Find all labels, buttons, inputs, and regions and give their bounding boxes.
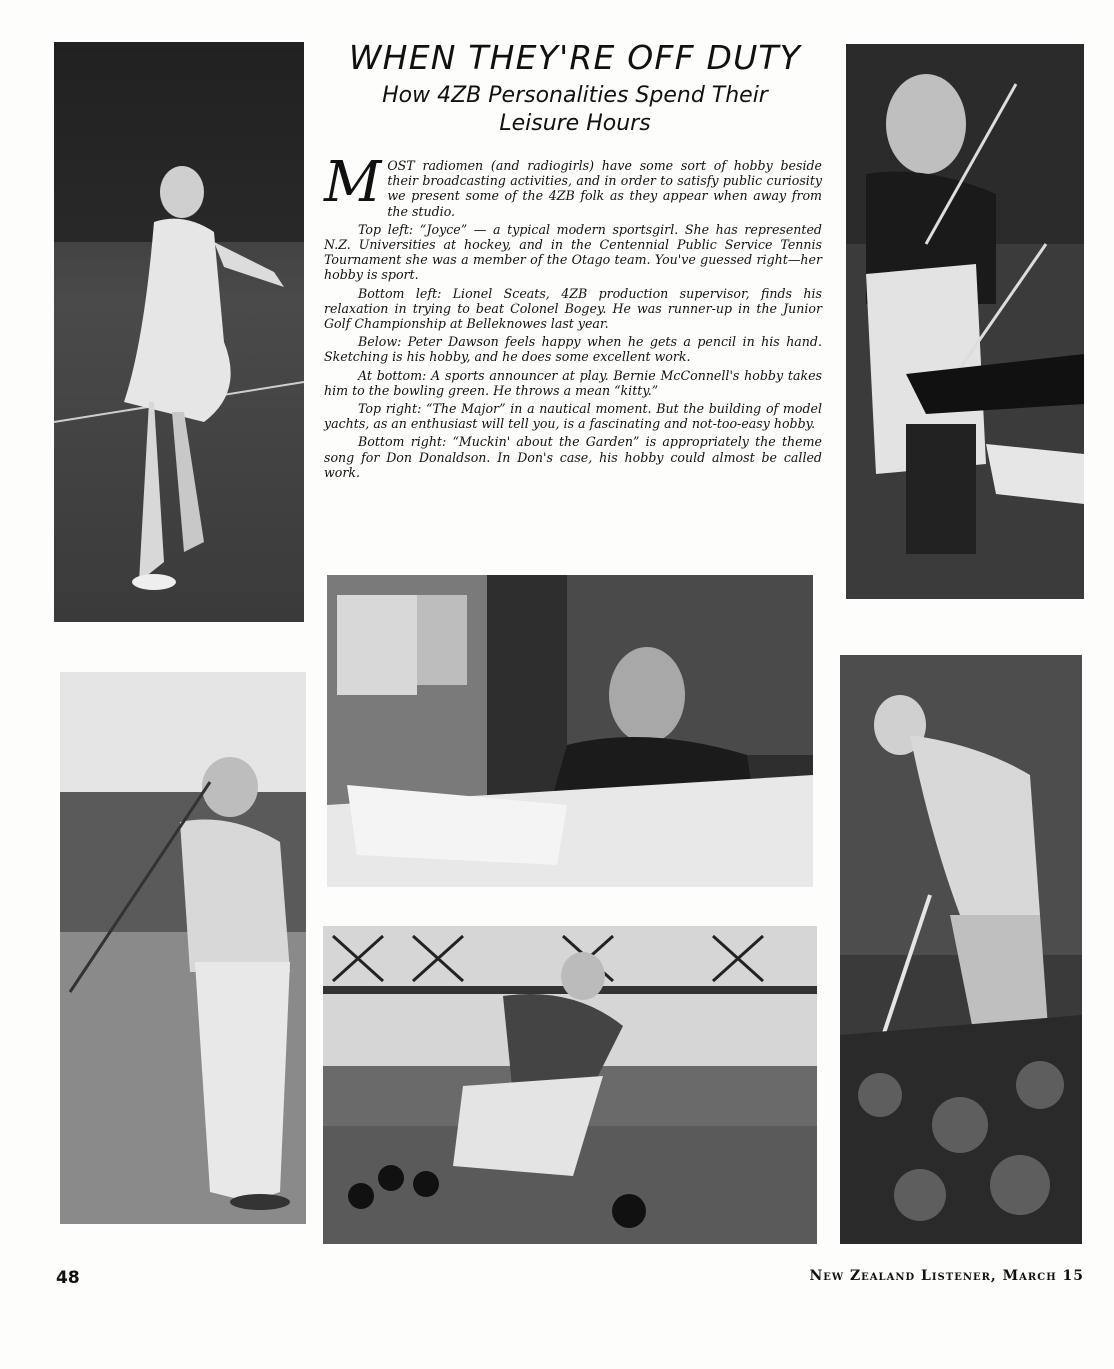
page-number: 48: [56, 1268, 80, 1288]
photo-model-yacht: [846, 44, 1084, 599]
article-paragraph: Bottom right: “Muckin' about the Garden” is appropriately the theme song for Don Donaldson. In Don's case, his hobby could almost be called work.: [324, 434, 822, 480]
intro-text: OST radiomen (and radiogirls) have some sort of hobby beside their broadcasting activities, and in order to satisfy public curiosity we present some of the 4ZB folk as they appear when away from the studio.: [387, 158, 822, 219]
publication-footer: New Zealand Listener, March 15: [809, 1268, 1084, 1284]
subheadline: How 4ZB Personalities Spend Their Leisure Hours: [382, 83, 768, 136]
article-paragraph: At bottom: A sports announcer at play. Bernie McConnell's hobby takes him to the bowling green. He throws a mean “kitty.”: [324, 367, 822, 398]
photo-sketching: [327, 575, 813, 887]
article-body: [324, 150, 822, 483]
photo-bowling: [323, 926, 817, 1244]
article-paragraph: Bottom left: Lionel Sceats, 4ZB production supervisor, finds his relaxation in trying to beat Colonel Bogey. He was runner-up in the Junior Golf Championship at Belleknowes last year.: [324, 285, 822, 332]
article-paragraph: Top left: “Joyce” — a typical modern sportsgirl. She has represented N.Z. Universities at hockey, and in the Centennial Public Service Tennis Tournament she was a member of the Otago team. You've guessed right—her hobby is sport.: [324, 221, 822, 283]
drop-cap: M: [324, 150, 382, 215]
article-paragraph: Below: Peter Dawson feels happy when he gets a pencil in his hand. Sketching is his hobby, and he does some excellent work.: [324, 334, 822, 365]
article-paragraph: Top right: “The Major” in a nautical moment. But the building of model yachts, as an enthusiast will tell you, is a fascinating and not-too-easy hobby.: [324, 401, 822, 432]
photo-tennis-player: [54, 42, 304, 622]
headline: WHEN THEY'RE OFF DUTY: [348, 38, 802, 77]
photo-golfer: [60, 672, 306, 1224]
title-block: [322, 38, 828, 138]
photo-gardening: [840, 655, 1082, 1244]
article-paragraph-intro: [324, 150, 822, 219]
